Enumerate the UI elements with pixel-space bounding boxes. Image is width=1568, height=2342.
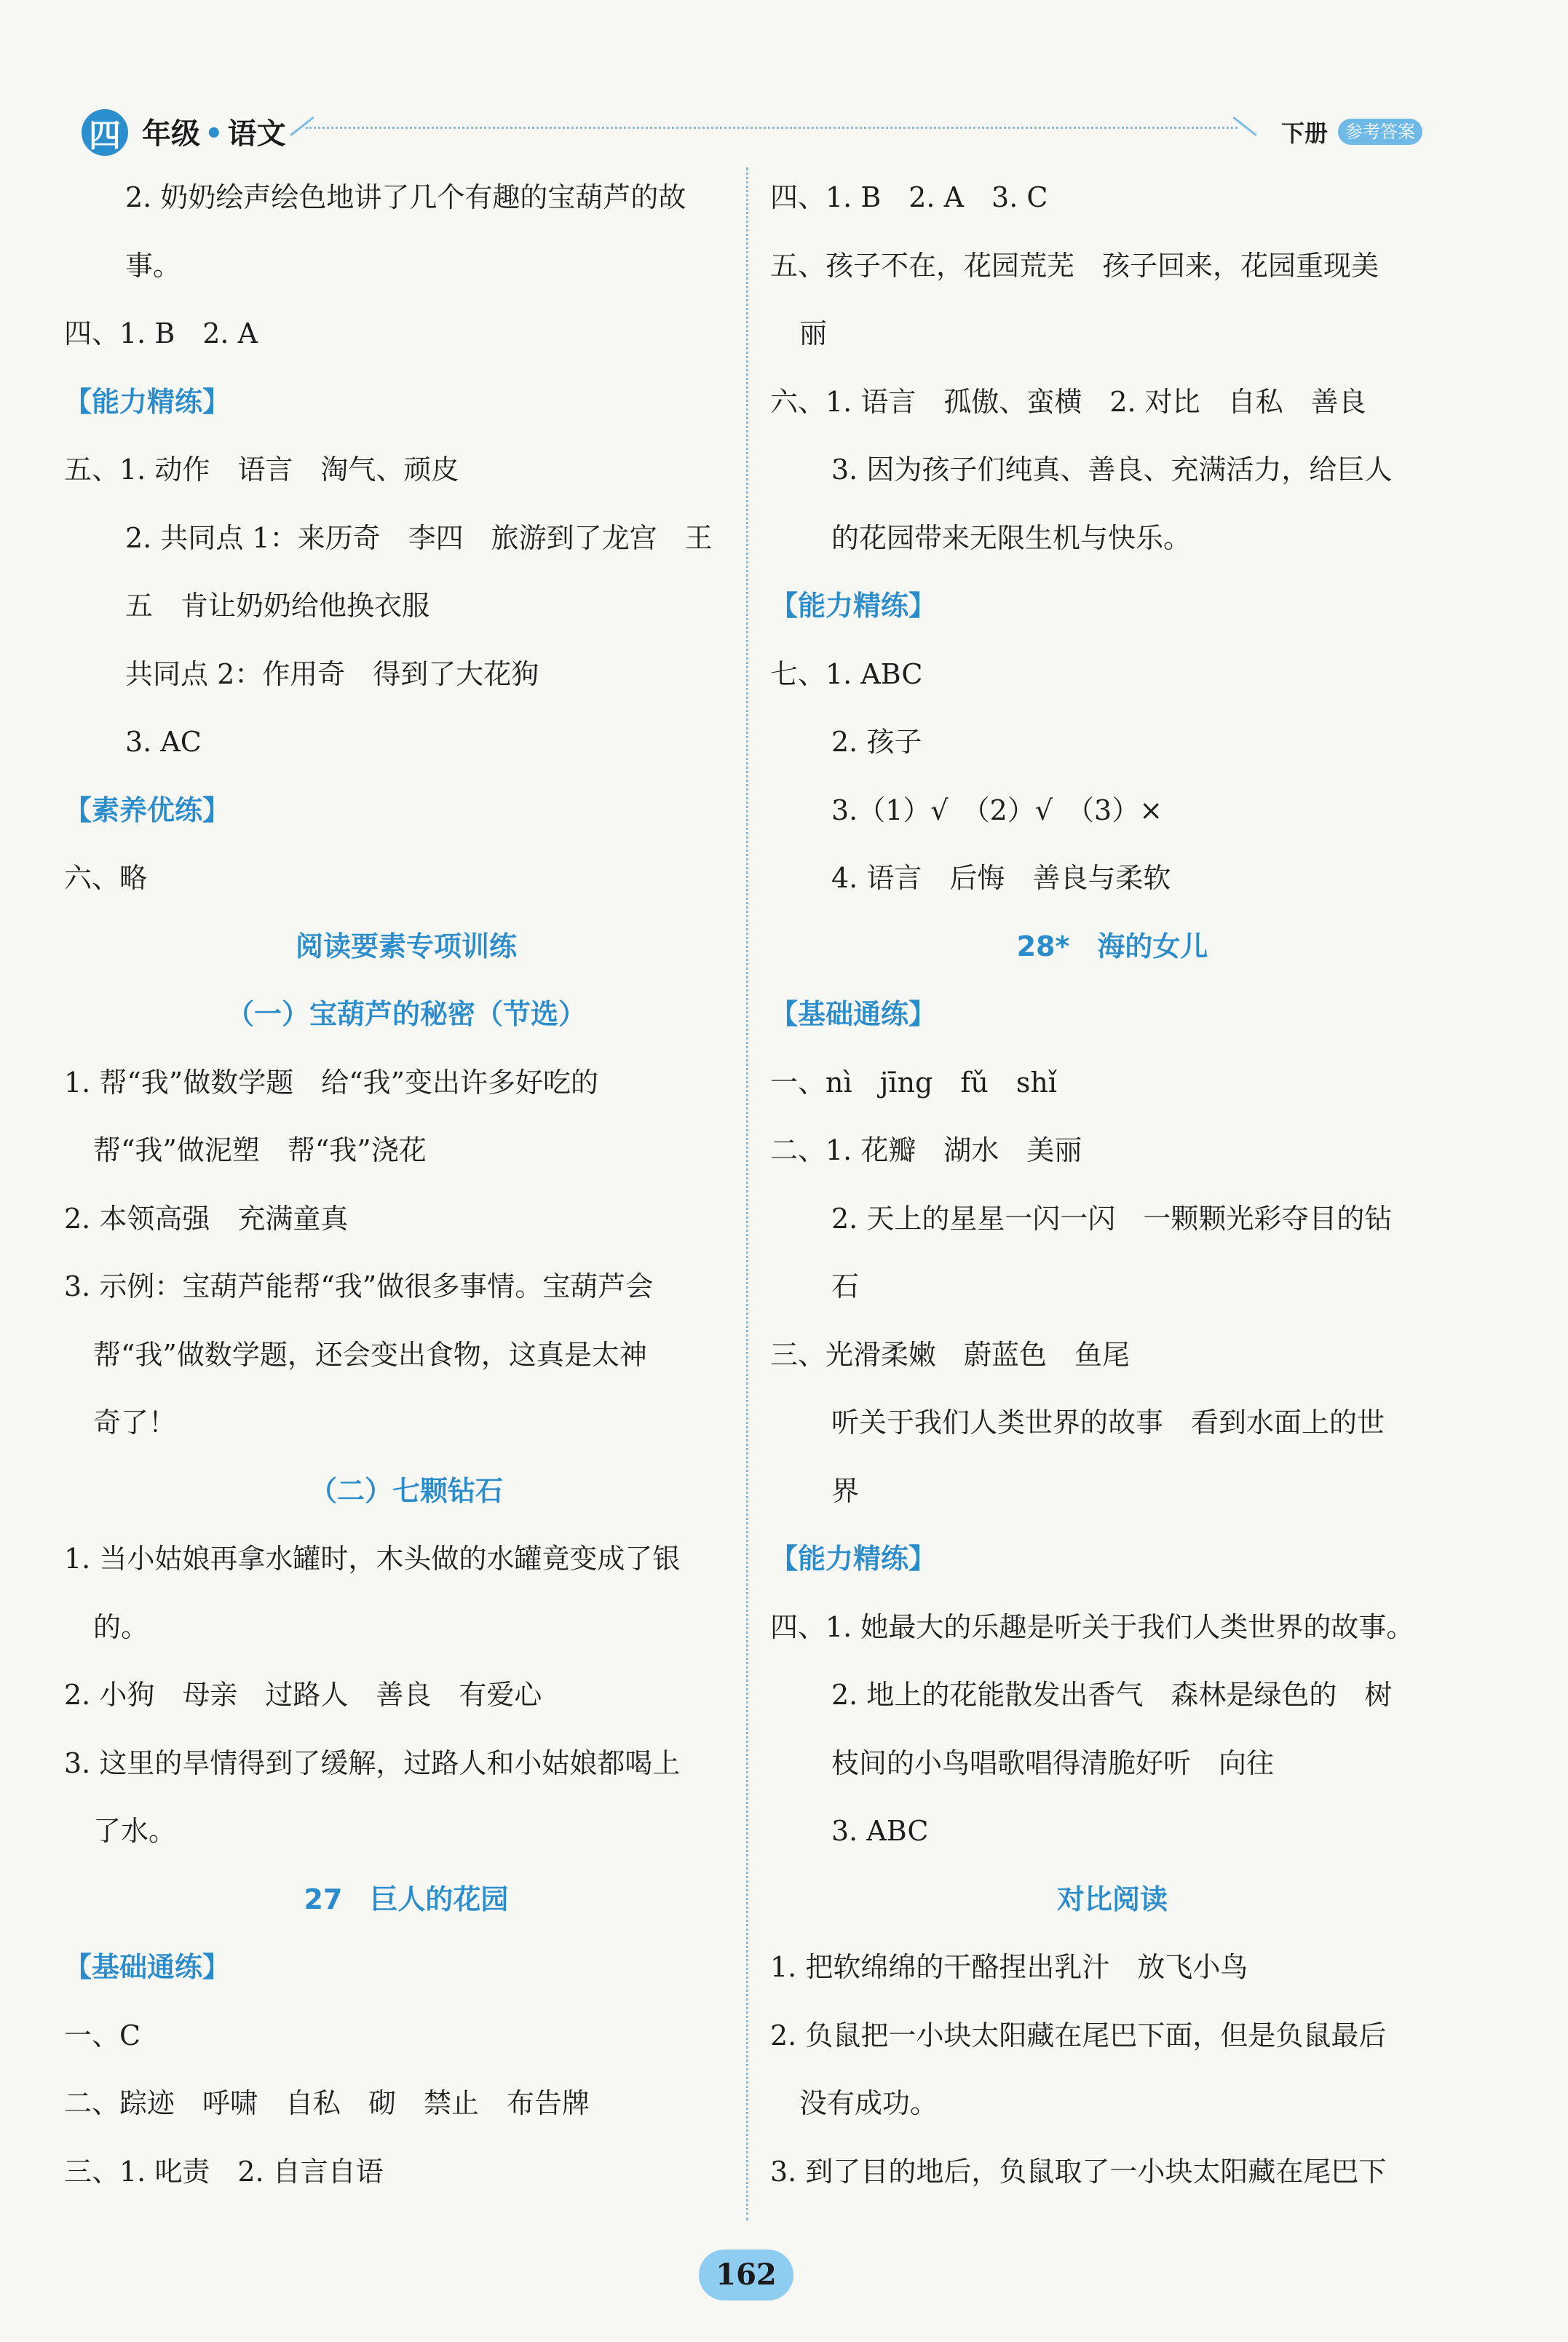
answers-tag: 参考答案 bbox=[1338, 119, 1422, 145]
answer-line: 了水。 bbox=[93, 1815, 177, 1847]
answer-line: 2. 地上的花能散发出香气 森林是绿色的 树 bbox=[831, 1679, 1393, 1711]
answer-line: 六、略 bbox=[64, 862, 148, 894]
volume-label: 下册 bbox=[1281, 119, 1329, 147]
section-label: 【基础通练】 bbox=[770, 998, 937, 1030]
answer-line: 2. 本领高强 充满童真 bbox=[64, 1202, 349, 1235]
answer-line: 四、1. 她最大的乐趣是听关于我们人类世界的故事。 bbox=[770, 1610, 1414, 1643]
section-title: 27 巨人的花园 bbox=[304, 1883, 509, 1915]
section-label: 【能力精练】 bbox=[64, 385, 231, 418]
answer-line: 三、1. 叱责 2. 自言自语 bbox=[64, 2155, 384, 2188]
right-column bbox=[770, 164, 1454, 2206]
answer-line: 1. 把软绵绵的干酪捏出乳汁 放飞小鸟 bbox=[770, 1951, 1248, 1983]
answer-line: 界 bbox=[831, 1474, 860, 1507]
section-label: 【能力精练】 bbox=[770, 1543, 937, 1575]
answer-line: 事。 bbox=[125, 249, 181, 282]
answer-line: 一、C bbox=[64, 2019, 141, 2052]
answer-line: 2. 天上的星星一闪一闪 一颗颗光彩夺目的钻 bbox=[831, 1202, 1393, 1235]
answer-line: 4. 语言 后悔 善良与柔软 bbox=[831, 862, 1171, 894]
answer-line: 枝间的小鸟唱歌唱得清脆好听 向往 bbox=[831, 1746, 1275, 1779]
answer-line: 3. 因为孩子们纯真、善良、充满活力，给巨人 bbox=[831, 454, 1393, 486]
answer-line: 帮“我”做泥塑 帮“我”浇花 bbox=[93, 1134, 427, 1166]
page-header bbox=[0, 0, 1568, 175]
answer-line: 2. 孩子 bbox=[831, 726, 922, 758]
grade-subject-label bbox=[142, 111, 286, 152]
answer-line: 奇了！ bbox=[93, 1407, 177, 1439]
page-number: 162 bbox=[699, 2250, 793, 2301]
subject-label: 语文 bbox=[227, 117, 286, 151]
section-title: （二）七颗钻石 bbox=[309, 1474, 503, 1507]
answer-line: 2. 共同点 1：来历奇 李四 旅游到了龙宫 王 bbox=[125, 521, 713, 554]
answer-line: 五 肯让奶奶给他换衣服 bbox=[125, 590, 430, 622]
answer-line: 四、1. B 2. A 3. C bbox=[770, 181, 1048, 213]
answer-line: 1. 当小姑娘再拿水罐时，木头做的水罐竟变成了银 bbox=[64, 1543, 681, 1575]
answer-line: 3. AC bbox=[125, 726, 202, 758]
answer-line: 二、踪迹 呼啸 自私 砌 禁止 布告牌 bbox=[64, 2087, 590, 2119]
section-title: （一）宝葫芦的秘密（节选） bbox=[226, 998, 586, 1030]
answer-line: 3.（1）√ （2）√ （3）× bbox=[831, 794, 1163, 826]
answer-line: 三、光滑柔嫩 蔚蓝色 鱼尾 bbox=[770, 1338, 1131, 1371]
left-column bbox=[64, 164, 748, 2206]
answer-line: 2. 负鼠把一小块太阳藏在尾巴下面，但是负鼠最后 bbox=[770, 2019, 1387, 2052]
grade-label: 年级 bbox=[142, 117, 200, 151]
answer-line: 七、1. ABC bbox=[770, 657, 923, 690]
section-title: 28* 海的女儿 bbox=[1016, 930, 1208, 962]
answer-line: 五、孩子不在，花园荒芜 孩子回来，花园重现美 bbox=[770, 249, 1379, 282]
answer-line: 的花园带来无限生机与快乐。 bbox=[831, 521, 1192, 554]
section-title: 对比阅读 bbox=[1056, 1883, 1168, 1915]
answer-line: 一、nì jīng fǔ shǐ bbox=[770, 1066, 1058, 1099]
answer-line: 3. 到了目的地后，负鼠取了一小块太阳藏在尾巴下 bbox=[770, 2155, 1387, 2188]
answer-line: 1. 帮“我”做数学题 给“我”变出许多好吃的 bbox=[64, 1066, 599, 1099]
section-label: 【基础通练】 bbox=[64, 1951, 231, 1983]
answer-line: 石 bbox=[831, 1270, 860, 1302]
answer-line: 二、1. 花瓣 湖水 美丽 bbox=[770, 1134, 1082, 1166]
answer-line: 丽 bbox=[799, 317, 828, 349]
section-label: 【素养优练】 bbox=[64, 794, 231, 826]
answer-line: 五、1. 动作 语言 淘气、顽皮 bbox=[64, 454, 459, 486]
separator-dot-icon: • bbox=[205, 117, 223, 151]
answer-line: 的。 bbox=[93, 1610, 149, 1643]
answer-line: 听关于我们人类世界的故事 看到水面上的世 bbox=[831, 1407, 1385, 1439]
answer-line: 帮“我”做数学题，还会变出食物，这真是太神 bbox=[93, 1338, 647, 1371]
answer-line: 2. 小狗 母亲 过路人 善良 有爱心 bbox=[64, 1679, 542, 1711]
answer-line: 没有成功。 bbox=[799, 2087, 938, 2119]
answer-line: 2. 奶奶绘声绘色地讲了几个有趣的宝葫芦的故 bbox=[125, 181, 686, 213]
answer-line: 3. ABC bbox=[831, 1815, 929, 1847]
section-title: 阅读要素专项训练 bbox=[295, 930, 517, 962]
answer-line: 3. 这里的旱情得到了缓解，过路人和小姑娘都喝上 bbox=[64, 1746, 681, 1779]
answer-line: 3. 示例：宝葫芦能帮“我”做很多事情。宝葫芦会 bbox=[64, 1270, 654, 1302]
answer-line: 六、1. 语言 孤傲、蛮横 2. 对比 自私 善良 bbox=[770, 385, 1366, 418]
grade-badge: 四 bbox=[82, 109, 128, 156]
answer-line: 共同点 2：作用奇 得到了大花狗 bbox=[125, 657, 539, 690]
header-rule bbox=[306, 127, 1238, 129]
section-label: 【能力精练】 bbox=[770, 590, 937, 622]
answer-line: 四、1. B 2. A bbox=[64, 317, 258, 349]
